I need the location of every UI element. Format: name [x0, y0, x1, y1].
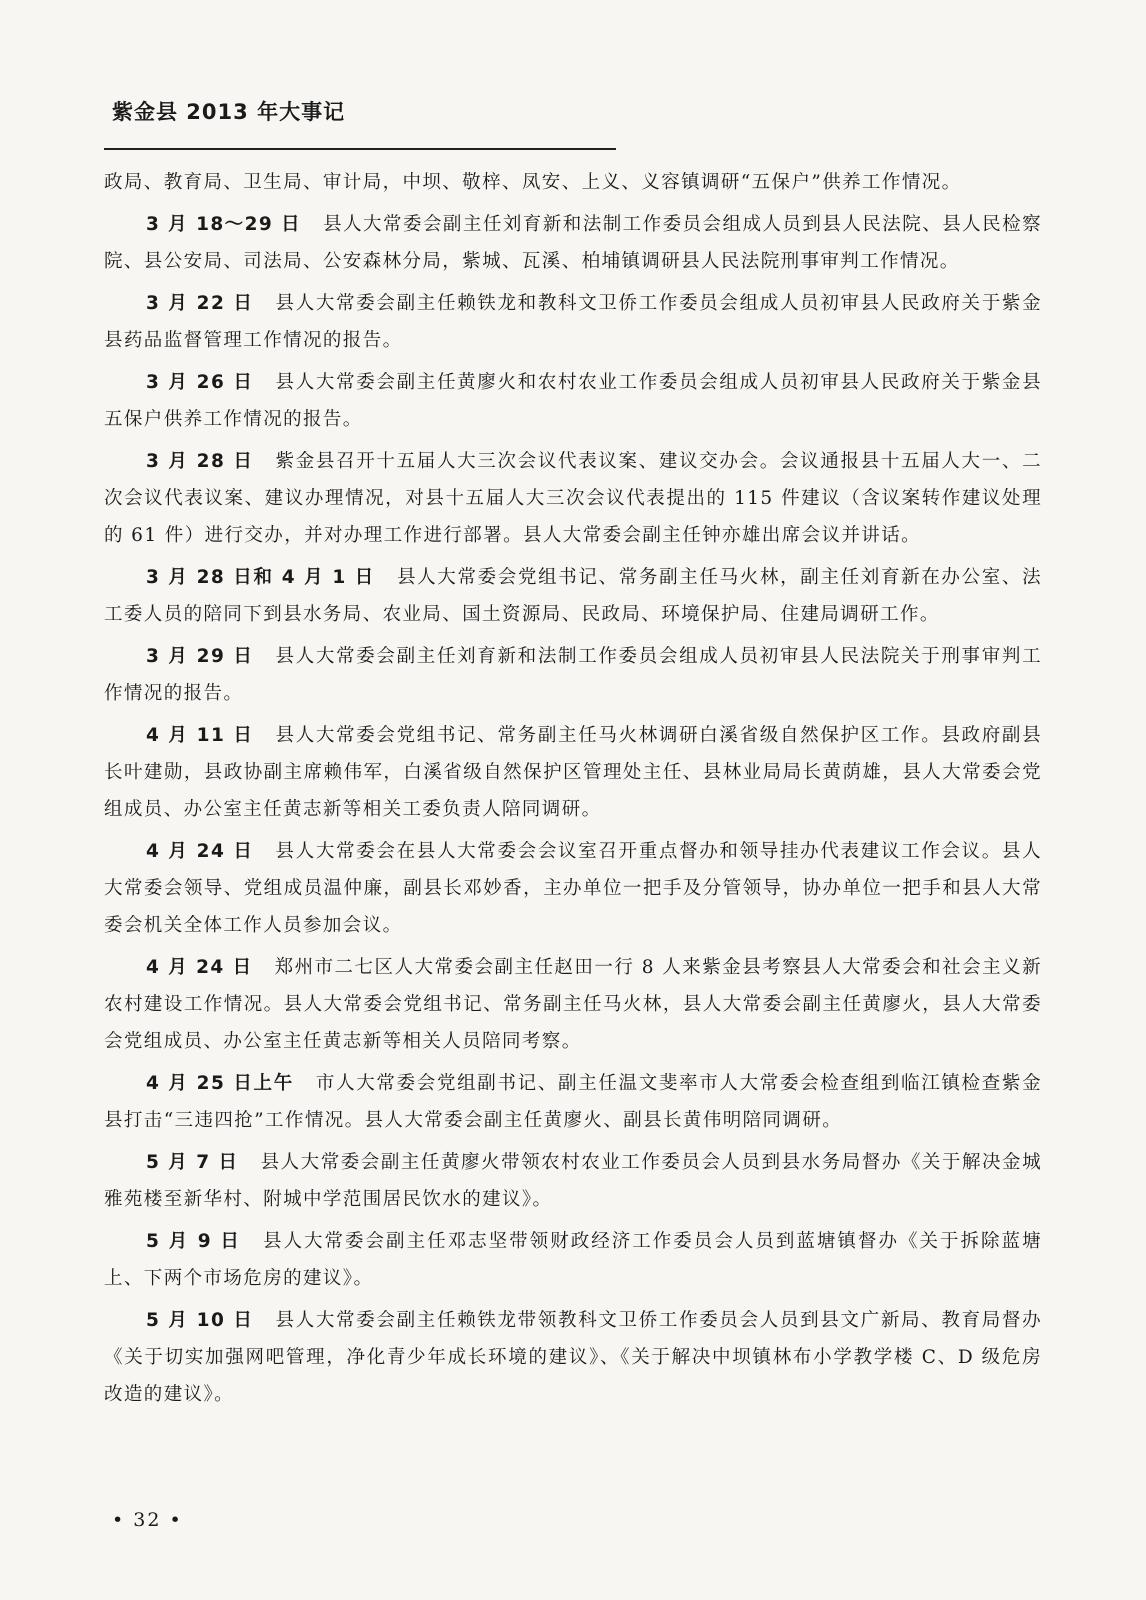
- chronicle-entry: [104, 1065, 1042, 1139]
- entry-text: 紫金县召开十五届人大三次会议代表议案、建议交办会。会议通报县十五届人大一、二次会议代表议案、建议办理情况，对县十五届人大三次会议代表提出的 115 件建议（含议案转作建议处理的 61 件）进行交办，并对办理工作进行部署。县人大常委会副主任钟亦雄出席会议并讲话。: [104, 451, 1042, 546]
- entry-date: 4 月 24 日: [146, 841, 254, 862]
- entry-date: 3 月 29 日: [146, 646, 254, 667]
- page-number: • 32 •: [112, 1509, 183, 1531]
- chronicle-entry: [104, 559, 1042, 633]
- chronicle-body: [104, 164, 1042, 1418]
- entry-text: 县人大常委会副主任赖铁龙带领教科文卫侨工作委员会人员到县文广新局、教育局督办《关于切实加强网吧管理，净化青少年成长环境的建议》、《关于解决中坝镇林布小学教学楼 C、D 级危房改造的建议》。: [104, 1310, 1042, 1405]
- chronicle-entry: [104, 1144, 1042, 1218]
- entry-date: 5 月 7 日: [146, 1152, 239, 1173]
- chronicle-entry: [104, 717, 1042, 828]
- chronicle-entry: [104, 833, 1042, 944]
- entry-date: 5 月 10 日: [146, 1310, 254, 1331]
- entry-text: 县人大常委会副主任赖铁龙和教科文卫侨工作委员会组成人员初审县人民政府关于紫金县药品监督管理工作情况的报告。: [104, 293, 1042, 351]
- entry-text: 县人大常委会在县人大常委会会议室召开重点督办和领导挂办代表建议工作会议。县人大常委会领导、党组成员温仲廉，副县长邓妙香，主办单位一把手及分管领导，协办单位一把手和县人大常委会机关全体工作人员参加会议。: [104, 841, 1042, 936]
- entry-date: 3 月 22 日: [146, 293, 254, 314]
- entry-text: 县人大常委会副主任邓志坚带领财政经济工作委员会人员到蓝塘镇督办《关于拆除蓝塘上、下两个市场危房的建议》。: [104, 1231, 1042, 1289]
- chronicle-entry: [104, 364, 1042, 438]
- chronicle-entry: [104, 443, 1042, 554]
- entry-date: 5 月 9 日: [146, 1231, 241, 1252]
- entry-text: 县人大常委会副主任刘育新和法制工作委员会组成人员到县人民法院、县人民检察院、县公安局、司法局、公安森林分局，紫城、瓦溪、柏埔镇调研县人民法院刑事审判工作情况。: [104, 214, 1042, 272]
- entry-text: 县人大常委会副主任黄廖火和农村农业工作委员会组成人员初审县人民政府关于紫金县五保户供养工作情况的报告。: [104, 372, 1042, 430]
- chronicle-entry: [104, 206, 1042, 280]
- chronicle-entry: [104, 949, 1042, 1060]
- header-divider: [104, 148, 616, 150]
- entry-date: 4 月 24 日: [146, 957, 253, 978]
- entry-date: 4 月 11 日: [146, 725, 254, 746]
- entry-date: 3 月 18～29 日: [146, 214, 302, 235]
- chronicle-entry: [104, 638, 1042, 712]
- entry-date: 3 月 26 日: [146, 372, 254, 393]
- entry-date: 3 月 28 日和 4 月 1 日: [146, 567, 375, 588]
- entry-text: 县人大常委会党组书记、常务副主任马火林调研白溪省级自然保护区工作。县政府副县长叶建勋，县政协副主席赖伟军，白溪省级自然保护区管理处主任、县林业局局长黄荫雄，县人大常委会党组成员、办公室主任黄志新等相关工委负责人陪同调研。: [104, 725, 1042, 820]
- entry-text: 郑州市二七区人大常委会副主任赵田一行 8 人来紫金县考察县人大常委会和社会主义新农村建设工作情况。县人大常委会党组书记、常务副主任马火林，县人大常委会副主任黄廖火，县人大常委会党组成员、办公室主任黄志新等相关人员陪同考察。: [104, 957, 1042, 1052]
- chronicle-entry: [104, 1223, 1042, 1297]
- continuation-paragraph: 政局、教育局、卫生局、审计局，中坝、敬梓、凤安、上义、义容镇调研“五保户”供养工作情况。: [104, 172, 962, 193]
- entry-date: 3 月 28 日: [146, 451, 254, 472]
- chronicle-entry: [104, 1302, 1042, 1413]
- entry-text: 县人大常委会副主任刘育新和法制工作委员会组成人员初审县人民法院关于刑事审判工作情况的报告。: [104, 646, 1042, 704]
- entry-date: 4 月 25 日上午: [146, 1073, 294, 1094]
- entry-text: 县人大常委会党组书记、常务副主任马火林，副主任刘育新在办公室、法工委人员的陪同下到县水务局、农业局、国土资源局、民政局、环境保护局、住建局调研工作。: [104, 567, 1043, 625]
- entry-text: 县人大常委会副主任黄廖火带领农村农业工作委员会人员到县水务局督办《关于解决金城雅苑楼至新华村、附城中学范围居民饮水的建议》。: [104, 1152, 1042, 1210]
- running-header: 紫金县 2013 年大事记: [112, 100, 346, 124]
- chronicle-entry: [104, 285, 1042, 359]
- entry-text: 市人大常委会党组副书记、副主任温文斐率市人大常委会检查组到临江镇检查紫金县打击“三违四抢”工作情况。县人大常委会副主任黄廖火、副县长黄伟明陪同调研。: [104, 1073, 1042, 1131]
